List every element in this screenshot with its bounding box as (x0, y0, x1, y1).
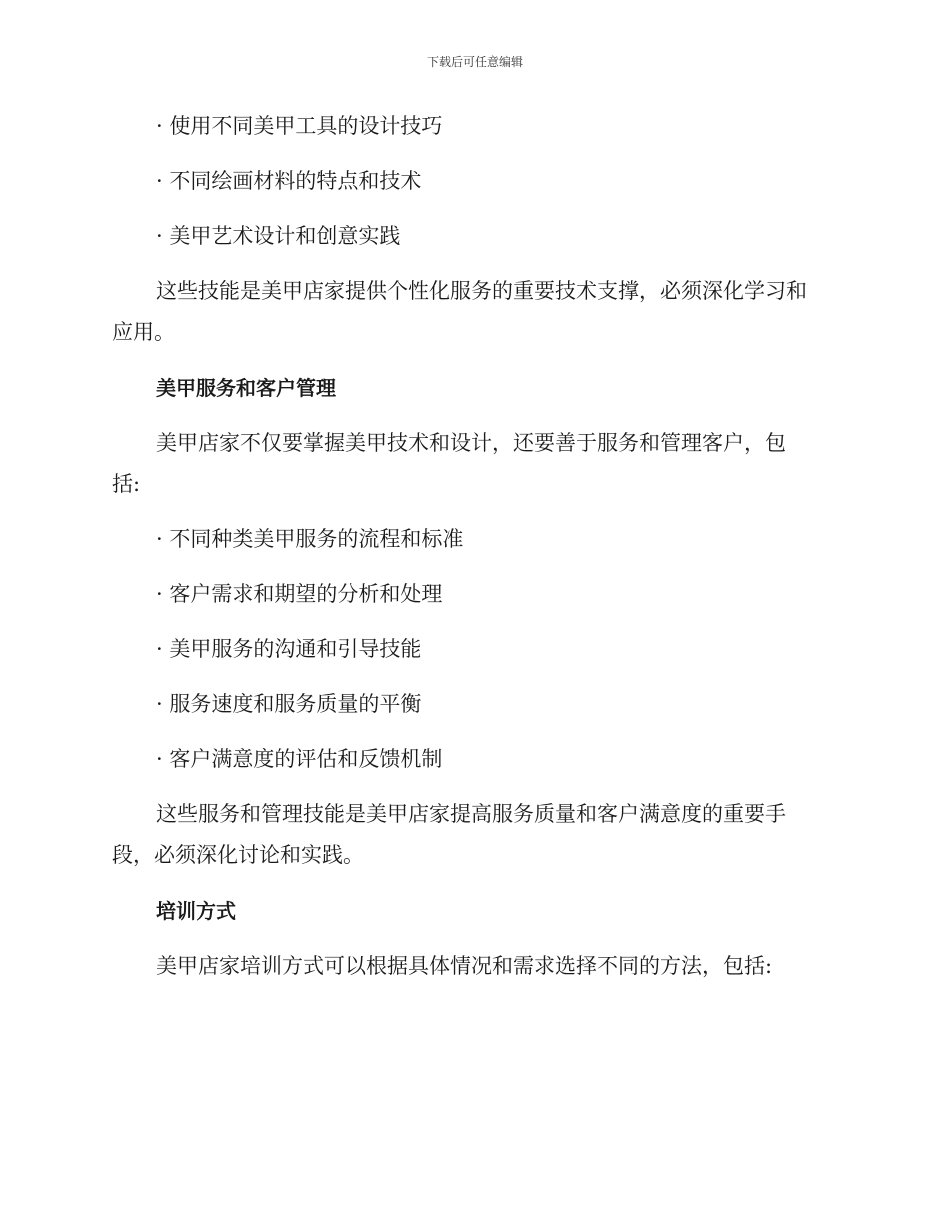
page-header: 下载后可任意编辑 (426, 55, 523, 69)
bullet-item: · 美甲艺术设计和创意实践 (156, 224, 401, 248)
paragraph-line: 美甲店家不仅要掌握美甲技术和设计，还要善于服务和管理客户，包 (156, 431, 786, 455)
section-heading: 培训方式 (156, 899, 236, 923)
section-heading: 美甲服务和客户管理 (156, 376, 336, 400)
paragraph-line: 美甲店家培训方式可以根据具体情况和需求选择不同的方法，包括: (156, 954, 773, 978)
paragraph-line: 括: (112, 472, 141, 496)
bullet-item: · 美甲服务的沟通和引导技能 (156, 637, 422, 661)
bullet-item: · 服务速度和服务质量的平衡 (156, 692, 422, 716)
paragraph-line: 段，必须深化讨论和实践。 (112, 843, 364, 867)
bullet-item: · 不同种类美甲服务的流程和标准 (156, 527, 464, 551)
paragraph-line: 这些服务和管理技能是美甲店家提高服务质量和客户满意度的重要手 (156, 802, 786, 826)
paragraph-line: 这些技能是美甲店家提供个性化服务的重要技术支撑，必须深化学习和 (156, 279, 807, 303)
bullet-item: · 不同绘画材料的特点和技术 (156, 169, 422, 193)
paragraph-line: 应用。 (112, 320, 175, 344)
bullet-item: · 客户需求和期望的分析和处理 (156, 582, 443, 606)
bullet-item: · 使用不同美甲工具的设计技巧 (156, 114, 443, 138)
bullet-item: · 客户满意度的评估和反馈机制 (156, 747, 443, 771)
